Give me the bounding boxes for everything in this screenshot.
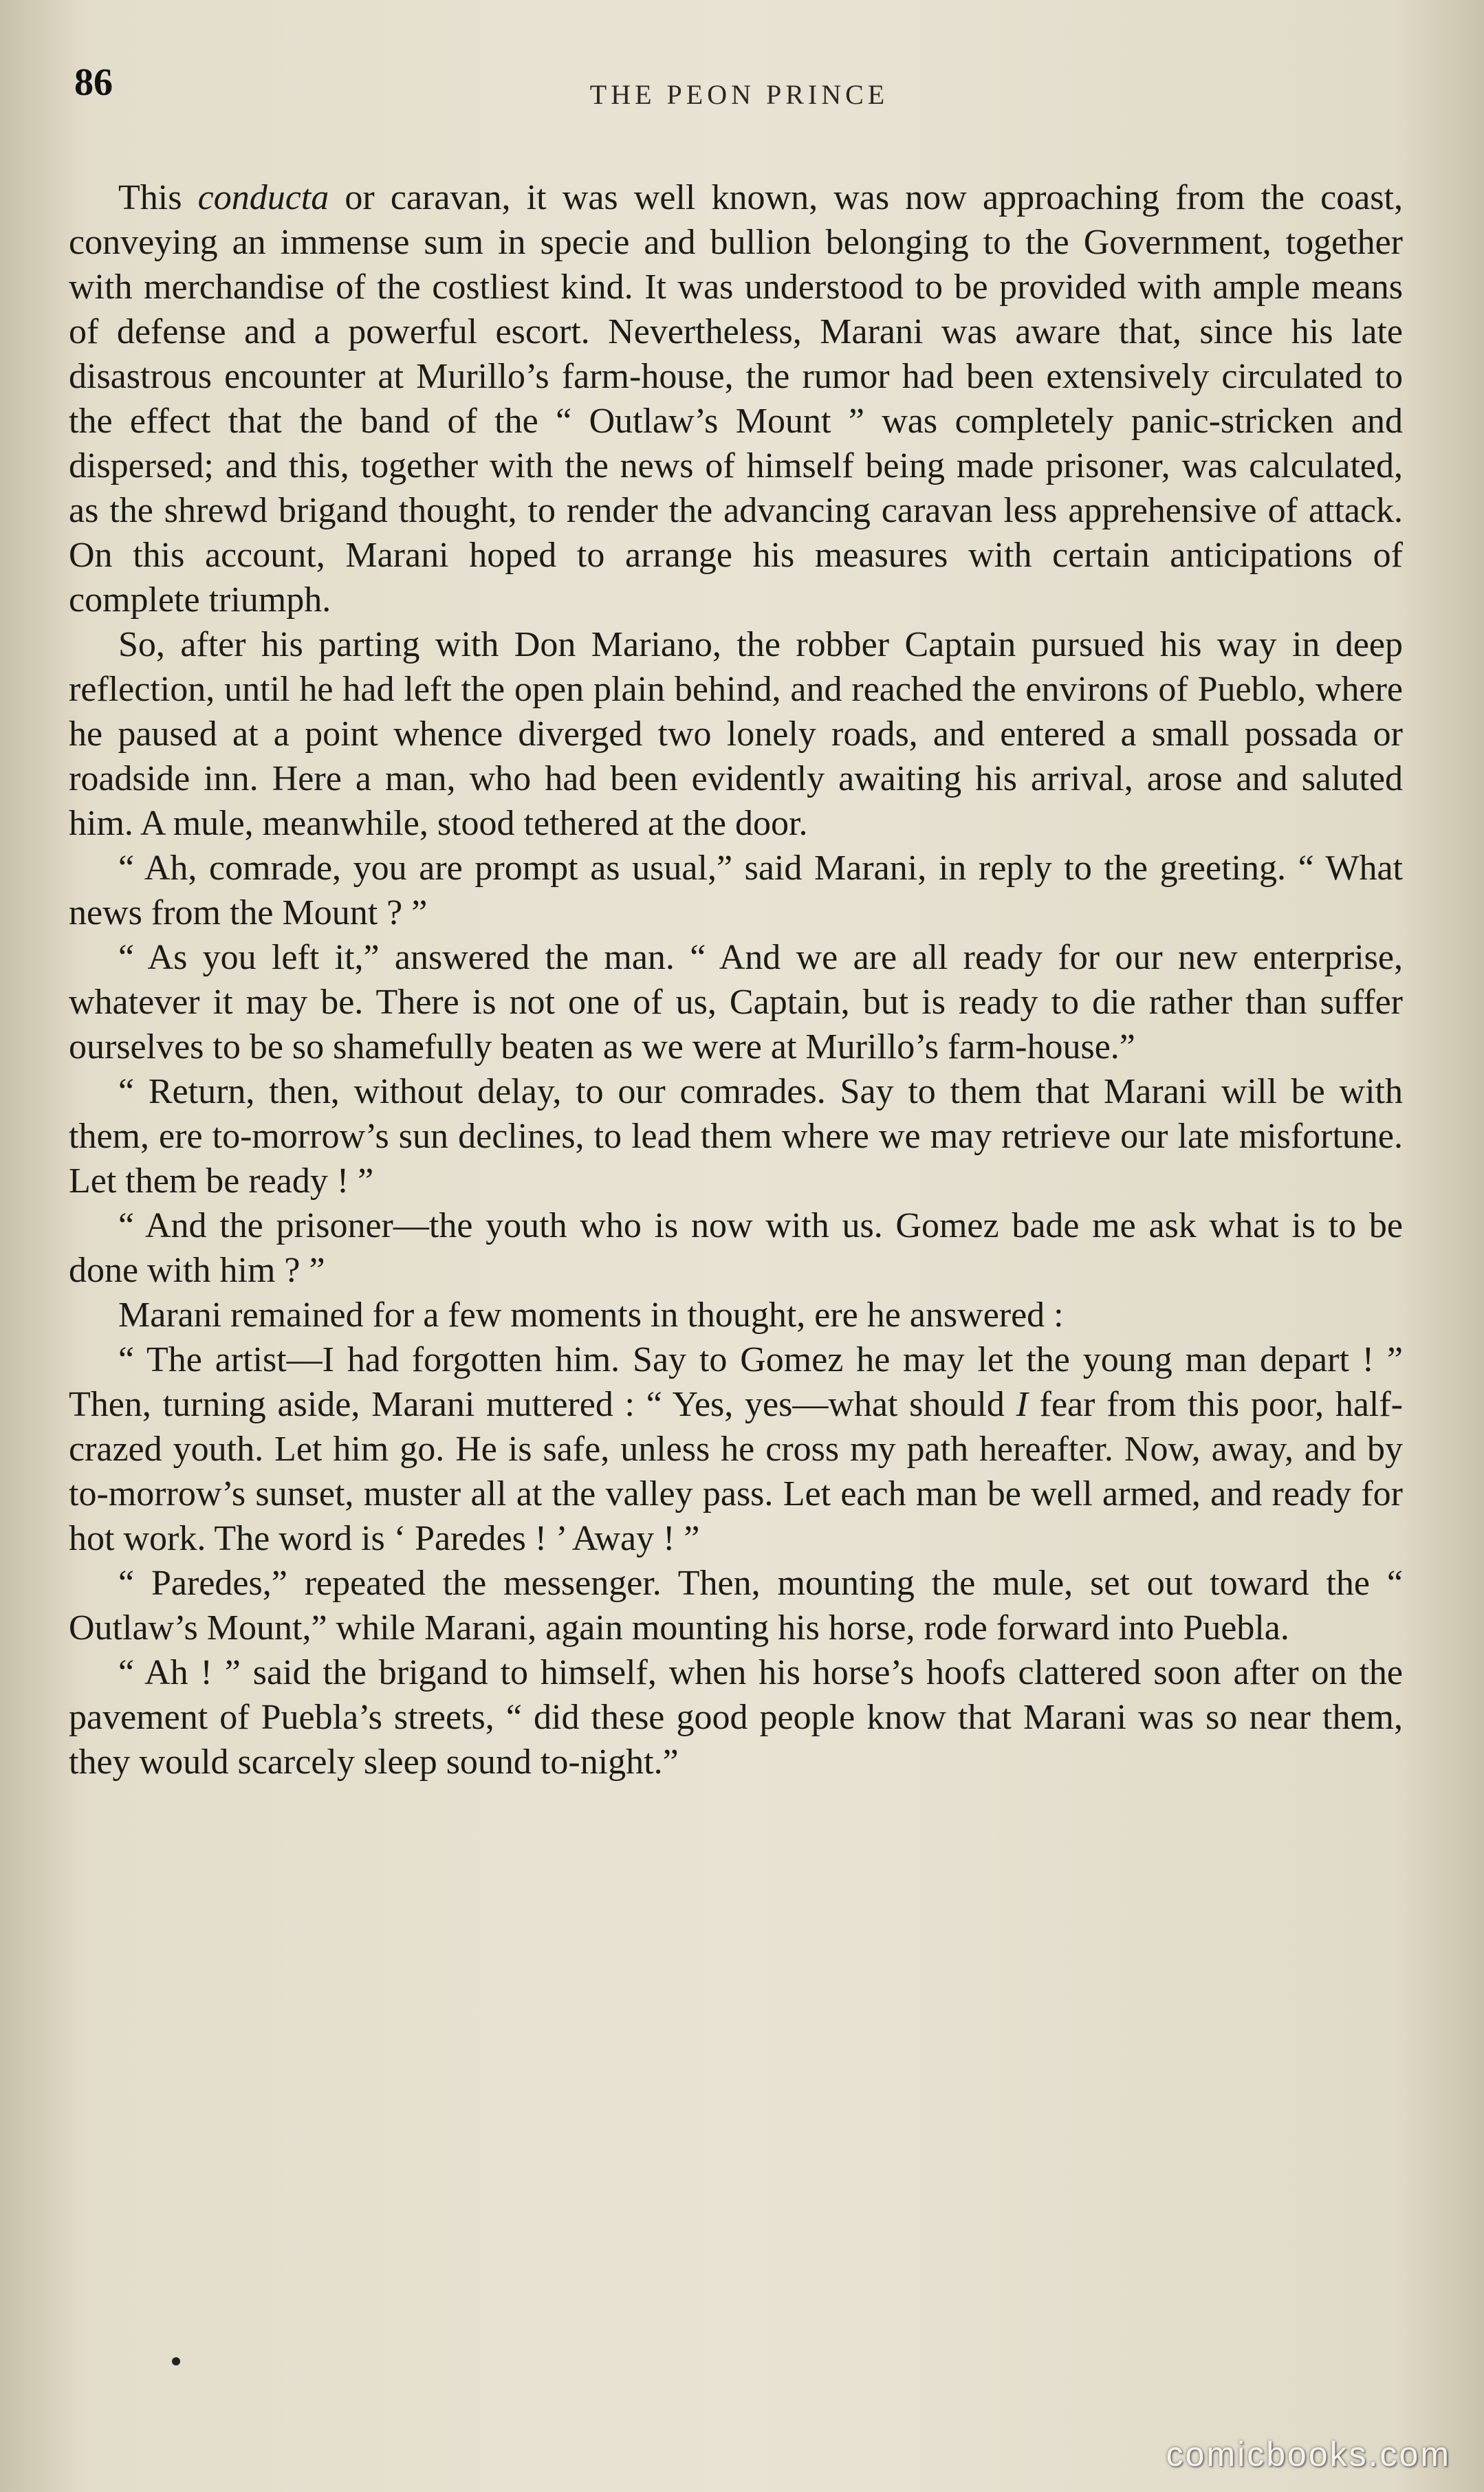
paragraph-8-start: “ The artist—I had forgotten him. Say to Gomez he may let the young man depart ! ” Then, turning aside, Marani muttered : “ Yes, yes—what should bbox=[69, 1340, 1403, 1424]
page-number: 86 bbox=[74, 61, 113, 104]
paragraph-1-rest: or caravan, it was well known, was now approaching from the coast, conveying an immense sum in specie and bullion belonging to the Government, together with merchandise of the costliest kind. It was understood to be provided with ample means of defense and a powerful escort. Nevertheless, Marani was aware that, since his late disastrous encounter at Murillo’s farm-house, the rumor had been extensively circulated to the effect that the band of the “ Outlaw’s Mount ” was completely panic-stricken and dispersed; and this, together with the news of himself being made prisoner, was calculated, as the shrewd brigand thought, to render the advancing caravan less apprehensive of attack. On this account, Marani hoped to arrange his measures with certain anticipations of complete triumph. bbox=[69, 178, 1403, 620]
paragraph-8 bbox=[69, 1337, 1403, 1561]
paragraph-10: “ Ah ! ” said the brigand to himself, when his horse’s hoofs clattered soon after on the pavement of Puebla’s streets, “ did these good people know that Marani was so near them, they would scarcely sleep sound to-night.” bbox=[69, 1653, 1403, 1782]
running-title: THE PEON PRINCE bbox=[589, 79, 889, 110]
paragraph-8-rest: fear from this poor, half-crazed youth. Let him go. He is safe, unless he cross my path hereafter. Now, away, and by to-morrow’s sunset, muster all at the valley pass. Let each man be well armed, and ready for hot work. The word is ‘ Paredes ! ’ Away ! ” bbox=[69, 1385, 1404, 1558]
paragraph-3: “ Ah, comrade, you are prompt as usual,” said Marani, in reply to the greeting. “ What news from the Mount ? ” bbox=[69, 849, 1403, 932]
paragraph-6: “ And the prisoner—the youth who is now with us. Gomez bade me ask what is to be done with him ? ” bbox=[69, 1206, 1403, 1290]
paragraph-7: Marani remained for a few moments in thought, ere he answered : bbox=[118, 1296, 1064, 1335]
watermark: comicbooks.com bbox=[1166, 2435, 1451, 2473]
italic-conducta: conducta bbox=[197, 178, 329, 217]
paragraph-5: “ Return, then, without delay, to our comrades. Say to them that Marani will be with them, ere to-morrow’s sun declines, to lead them where we may retrieve our late misfortune. Let them be ready ! ” bbox=[69, 1072, 1403, 1201]
page-header bbox=[69, 61, 1410, 122]
paragraph-1 bbox=[69, 175, 1403, 622]
ink-speck bbox=[172, 2357, 180, 2365]
paragraph-9: “ Paredes,” repeated the messenger. Then, mounting the mule, set out toward the “ Outlaw’s Mount,” while Marani, again mounting his horse, rode forward into Puebla. bbox=[69, 1564, 1403, 1648]
paragraph-1-start: This bbox=[118, 178, 198, 217]
paragraph-2: So, after his parting with Don Mariano, the robber Captain pursued his way in deep reflection, until he had left the open plain behind, and reached the environs of Pueblo, where he paused at a point whence diverged two lonely roads, and entered a small possada or roadside inn. Here a man, who had been evidently awaiting his arrival, arose and saluted him. A mule, meanwhile, stood tethered at the door. bbox=[69, 625, 1403, 843]
paragraph-4: “ As you left it,” answered the man. “ And we are all ready for our new enterprise, whatever it may be. There is not one of us, Captain, but is ready to die rather than suffer ourselves to be so shamefully beaten as we were at Murillo’s farm-house.” bbox=[69, 938, 1403, 1067]
body-text bbox=[69, 175, 1403, 2341]
italic-i: I bbox=[1016, 1385, 1028, 1424]
